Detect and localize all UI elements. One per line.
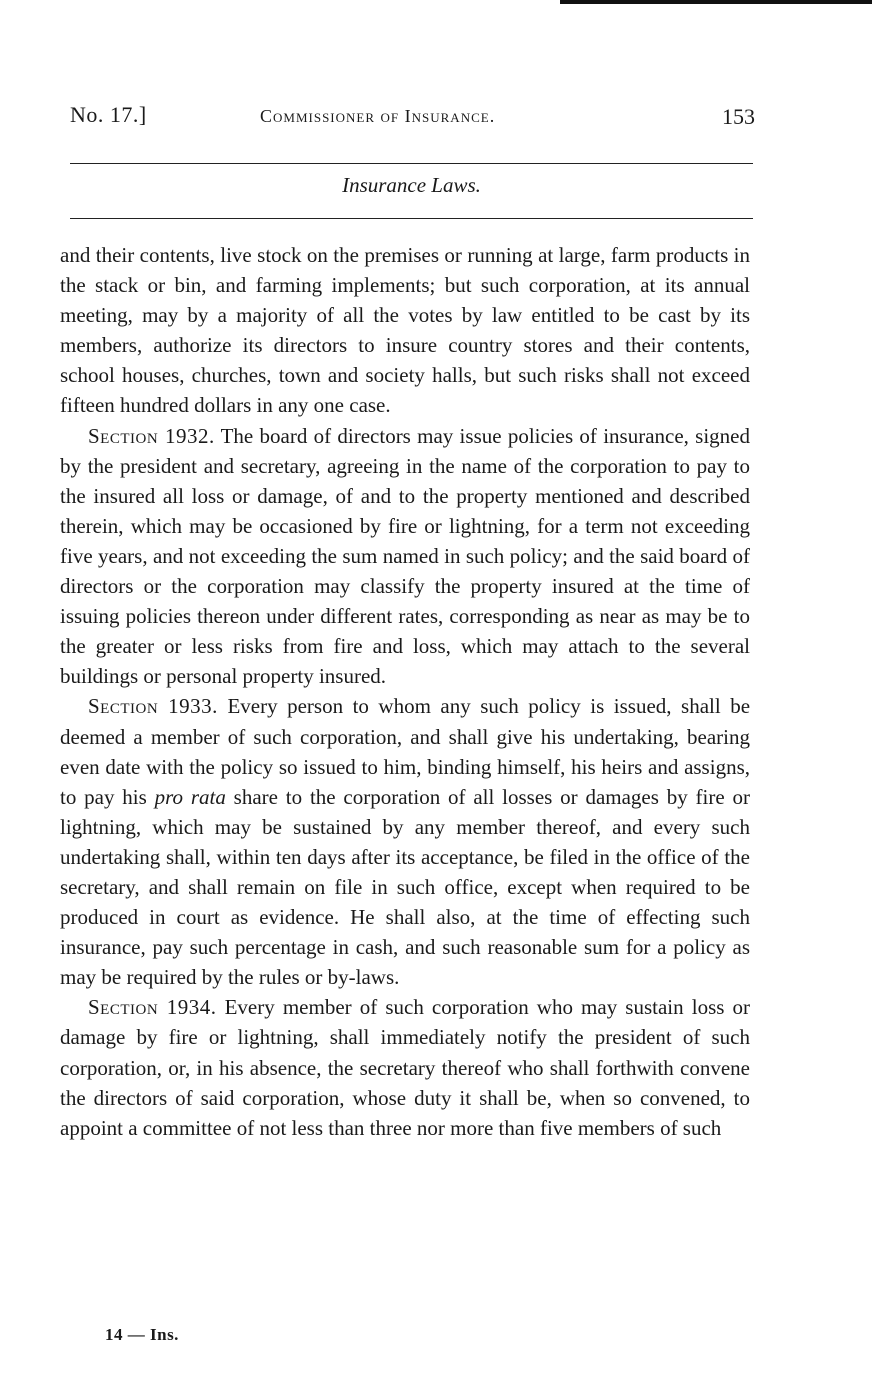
paragraph-text: Every person to whom any such policy is issued, shall be deemed a member of such corporation, and shall give his undertaking, bearing even date with the policy so issued to him, binding himself, his heirs and assigns, to pay his (60, 694, 751, 809)
page-edge-shadow (560, 0, 872, 4)
page-number: 153 (722, 104, 755, 129)
header-rule-top (70, 163, 753, 164)
paragraph-continuation (60, 240, 750, 421)
document-number: No. 17.] (70, 102, 147, 127)
paragraph-text: share to the corporation of all losses or damages by fire or lightning, which may be sustained by any member thereof, and every such undertaking shall, within ten days after its acceptance, be filed in the office of the secretary, and shall remain on file in such office, except when required to be produced in court as evidence. He shall also, at the time of effecting such insurance, pay such percentage in cash, and such reasonable sum for a policy as may be required by the rules or by-laws. (60, 784, 750, 990)
section-label: Section 1932. (88, 423, 215, 448)
running-header (70, 96, 755, 136)
paragraph-text: and their contents, live stock on the premises or running at large, farm products in the stack or bin, and farming implements; but such corporation, at its annual meeting, may by a majority of all the votes by law entitled to be cast by its members, authorize its directors to insure country stores and their contents, school houses, churches, town and society halls, but such risks shall not exceed fifteen hundred dollars in any one case. (60, 243, 750, 418)
paragraph-section-1933 (60, 691, 750, 992)
paragraph-section-1932 (60, 421, 750, 692)
paragraph-section-1934 (60, 992, 750, 1142)
italic-phrase: pro rata (154, 784, 226, 809)
header-rule-bottom (70, 218, 753, 219)
running-title: Commissioner of Insurance. (260, 106, 496, 126)
body-text (60, 240, 750, 1143)
signature-mark: 14 — Ins. (105, 1325, 179, 1344)
section-label: Section 1933. (88, 694, 218, 719)
paragraph-text: Every member of such corporation who may sustain loss or damage by fire or lightning, shall immediately notify the president of such corporation, or, in his absence, the secretary thereof who shall forthwith convene the directors of said corporation, whose duty it shall be, when so convened, to appoint a committee of not less than three nor more than five members of such (60, 995, 750, 1140)
section-label: Section 1934. (88, 995, 217, 1020)
section-subtitle: Insurance Laws. (342, 173, 481, 197)
paragraph-text: The board of directors may issue policies of insurance, signed by the president and secretary, agreeing in the name of the corporation to pay to the insured all loss or damage, of and to the property mentioned and described therein, which may be occasioned by fire or lightning, for a term not exceeding five years, and not exceeding the sum named in such policy; and the said board of directors or the corporation may classify the property insured at the time of issuing policies thereon under different rates, corresponding as near as may be to the greater or less risks from fire and loss, which may attach to the several buildings or personal property insured. (60, 423, 751, 689)
